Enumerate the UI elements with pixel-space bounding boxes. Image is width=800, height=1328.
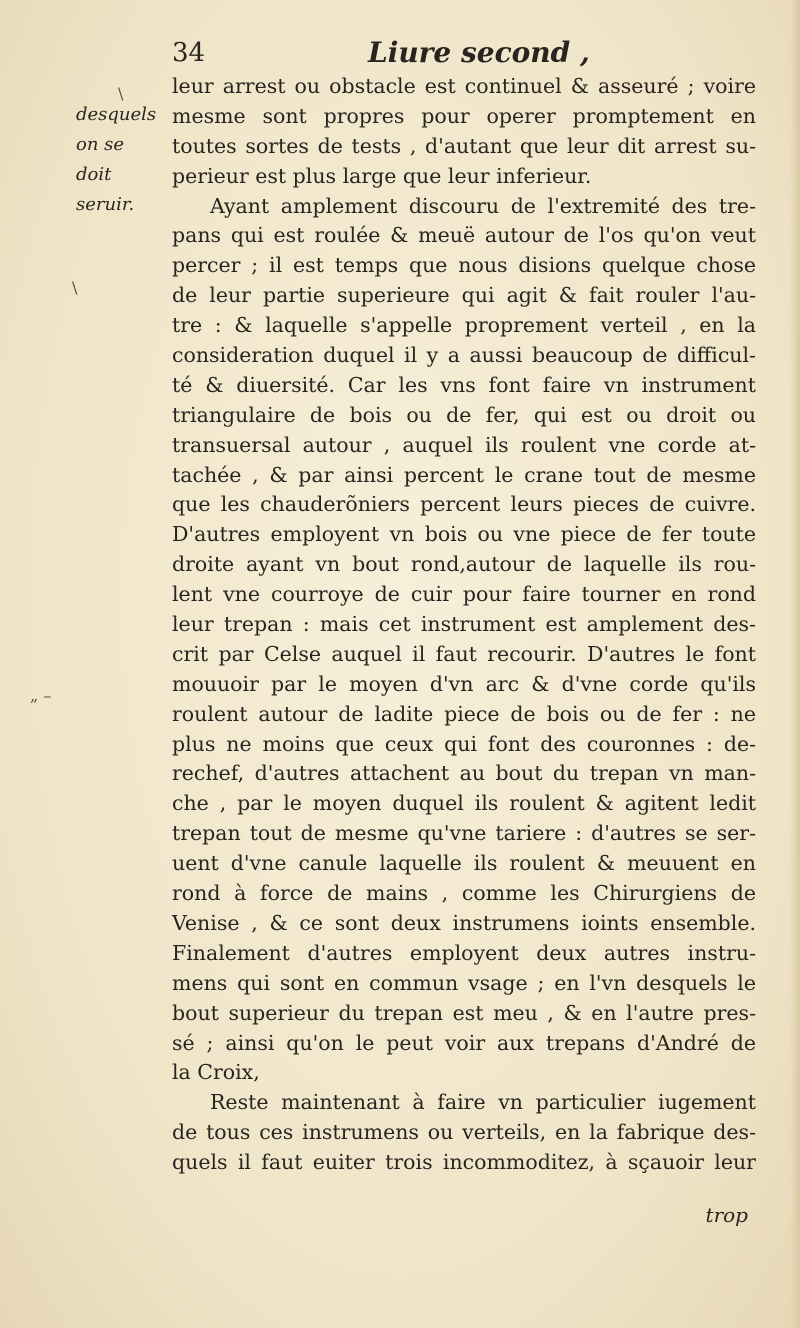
text-line: mesme sont propres pour operer promptement en bbox=[172, 103, 756, 128]
page-header bbox=[172, 38, 752, 74]
text-line: toutes sortes de tests , d'autant que leur dit arrest su- bbox=[172, 133, 756, 158]
text-line: percer ; il est temps que nous disions quelque chose bbox=[172, 253, 756, 278]
text-line: de tous ces instrumens ou verteils, en la fabrique des- bbox=[172, 1120, 756, 1145]
text-line: transuersal autour , auquel ils roulent vne corde at- bbox=[172, 432, 756, 457]
text-line: la Croix, bbox=[172, 1060, 260, 1085]
text-line: Ayant amplement discouru de l'extremité des tre- bbox=[210, 193, 756, 218]
text-line: droite ayant vn bout rond,autour de laquelle ils rou- bbox=[172, 552, 756, 577]
text-line: Finalement d'autres employent deux autres instru- bbox=[172, 940, 756, 965]
text-line: lent vne courroye de cuir pour faire tourner en rond bbox=[172, 582, 756, 607]
margin-note-line: desquels bbox=[76, 104, 157, 125]
stray-mark: „ – bbox=[30, 686, 52, 705]
margin-note-line: seruir. bbox=[76, 194, 135, 215]
page-edge bbox=[790, 0, 800, 1328]
text-line: rond à force de mains , comme les Chirurgiens de bbox=[172, 881, 756, 906]
text-line: de leur partie superieure qui agit & fait rouler l'au- bbox=[172, 283, 756, 308]
text-line: Reste maintenant à faire vn particulier iugement bbox=[210, 1090, 756, 1115]
text-line: D'autres employent vn bois ou vne piece de fer toute bbox=[172, 522, 756, 547]
text-line: roulent autour de ladite piece de bois ou de fer : ne bbox=[172, 701, 756, 726]
margin-note-line: on se bbox=[76, 134, 125, 155]
page-number: 34 bbox=[172, 38, 206, 68]
text-line: quels il faut euiter trois incommoditez, à sçauoir leur bbox=[172, 1150, 756, 1175]
margin-note bbox=[76, 100, 176, 220]
text-line: trepan tout de mesme qu'vne tariere : d'autres se ser- bbox=[172, 821, 756, 846]
text-line: bout superieur du trepan est meu , & en l'autre pres- bbox=[172, 1000, 756, 1025]
text-line: pans qui est roulée & meuë autour de l'os qu'on veut bbox=[172, 223, 756, 248]
text-line: Venise , & ce sont deux instrumens ioints ensemble. bbox=[172, 910, 756, 935]
stray-mark: \ bbox=[72, 278, 78, 297]
text-line: té & diuersité. Car les vns font faire vn instrument bbox=[172, 372, 756, 397]
margin-note-line: doit bbox=[76, 164, 112, 185]
text-line: leur arrest ou obstacle est continuel & asseuré ; voire bbox=[172, 74, 756, 98]
text-line: uent d'vne canule laquelle ils roulent & meuuent en bbox=[172, 851, 756, 876]
body-text bbox=[172, 72, 756, 1178]
text-line: tre : & laquelle s'appelle proprement verteil , en la bbox=[172, 313, 756, 338]
text-line: mouuoir par le moyen d'vn arc & d'vne corde qu'ils bbox=[172, 671, 756, 696]
text-line: sé ; ainsi qu'on le peut voir aux trepans d'André de bbox=[172, 1030, 756, 1055]
text-line: che , par le moyen duquel ils roulent & agitent ledit bbox=[172, 791, 756, 816]
text-line: crit par Celse auquel il faut recourir. D'autres le font bbox=[172, 641, 756, 666]
text-line: rechef, d'autres attachent au bout du trepan vn man- bbox=[172, 761, 756, 786]
text-line: que les chauderõniers percent leurs pieces de cuivre. bbox=[172, 492, 756, 517]
text-line: perieur est plus large que leur inferieur. bbox=[172, 163, 592, 188]
catchword: trop bbox=[705, 1203, 748, 1227]
text-line: tachée , & par ainsi percent le crane tout de mesme bbox=[172, 462, 756, 487]
text-line: leur trepan : mais cet instrument est amplement des- bbox=[172, 612, 756, 637]
text-line: plus ne moins que ceux qui font des couronnes : de- bbox=[172, 731, 756, 756]
text-line: mens qui sont en commun vsage ; en l'vn desquels le bbox=[172, 970, 756, 995]
text-line: consideration duquel il y a aussi beaucoup de difficul- bbox=[172, 343, 756, 368]
running-head: Liure second , bbox=[368, 36, 590, 69]
text-line: triangulaire de bois ou de fer, qui est ou droit ou bbox=[172, 402, 756, 427]
stray-mark: \ bbox=[118, 84, 124, 103]
